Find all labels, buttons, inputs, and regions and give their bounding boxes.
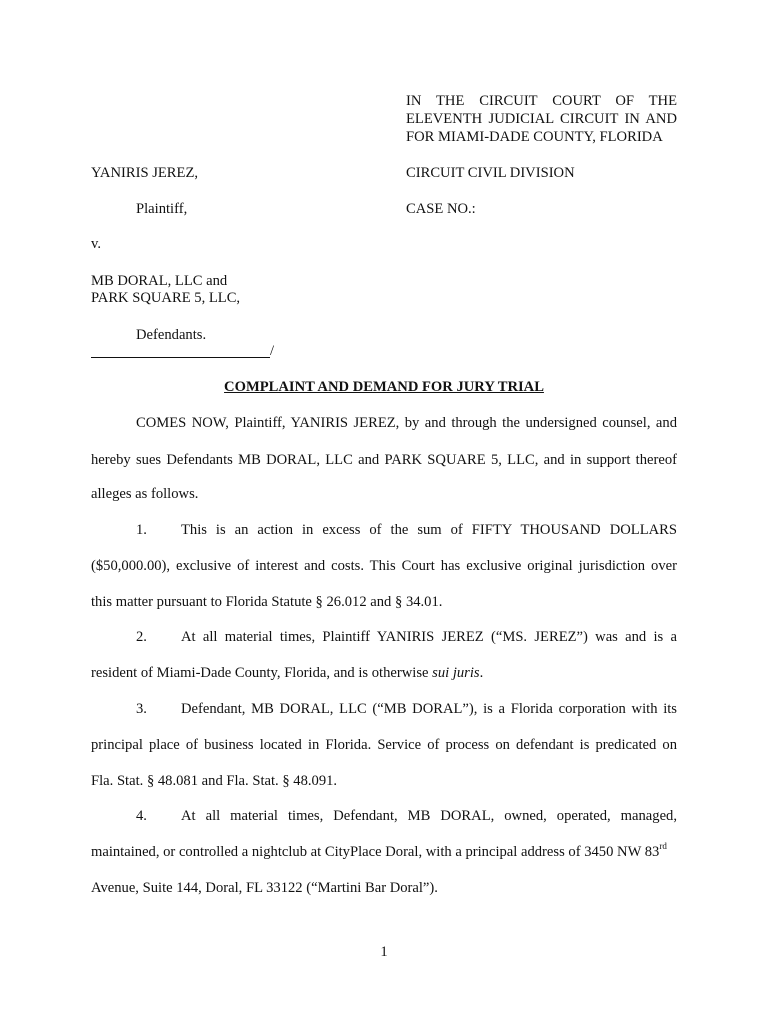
court-heading-line-2: ELEVENTH JUDICIAL CIRCUIT IN AND [406, 111, 677, 127]
paragraph-3-line-3: Fla. Stat. § 48.081 and Fla. Stat. § 48.091. [91, 773, 338, 789]
latin-term: sui juris [432, 665, 480, 681]
paragraph-number-3: 3. [136, 701, 147, 717]
plaintiff-role: Plaintiff, [136, 201, 188, 217]
paragraph-4-line-2 [91, 841, 667, 861]
page-number: 1 [380, 944, 388, 960]
paragraph-3-line-2: principal place of business located in Florida. Service of process on defendant is predicated on [91, 737, 677, 753]
caption-slash: / [270, 343, 275, 359]
paragraph-4-line-3: Avenue, Suite 144, Doral, FL 33122 (“Martini Bar Doral”). [91, 880, 438, 896]
defendant-name-1: MB DORAL, LLC and [91, 273, 228, 289]
intro-line-3: alleges as follows. [91, 486, 199, 502]
paragraph-2-line-1: At all material times, Plaintiff YANIRIS JEREZ (“MS. JEREZ”) was and is a [181, 629, 677, 645]
caption-underline [91, 343, 270, 358]
paragraph-1-line-3: this matter pursuant to Florida Statute § 26.012 and § 34.01. [91, 594, 443, 610]
caption-rule [91, 343, 274, 359]
defendant-name-2: PARK SQUARE 5, LLC, [91, 290, 241, 306]
paragraph-4-line-1: At all material times, Defendant, MB DORAL, owned, operated, managed, [181, 808, 677, 824]
paragraph-2-line-2 [91, 665, 483, 682]
ordinal-suffix: rd [659, 841, 667, 851]
paragraph-number-2: 2. [136, 629, 147, 645]
paragraph-4-line-2-text: maintained, or controlled a nightclub at CityPlace Doral, with a principal address of 3450 NW 83 [91, 844, 660, 860]
paragraph-1-line-2: ($50,000.00), exclusive of interest and costs. This Court has exclusive original jurisdiction over [91, 558, 677, 574]
case-number-label: CASE NO.: [406, 201, 476, 217]
document-title: COMPLAINT AND DEMAND FOR JURY TRIAL [224, 379, 544, 395]
paragraph-2-period: . [479, 665, 484, 681]
court-heading-line-1: IN THE CIRCUIT COURT OF THE [406, 93, 677, 109]
intro-line-1: COMES NOW, Plaintiff, YANIRIS JEREZ, by and through the undersigned counsel, and [136, 415, 677, 431]
paragraph-3-line-1: Defendant, MB DORAL, LLC (“MB DORAL”), is a Florida corporation with its [181, 701, 677, 717]
defendant-role: Defendants. [136, 327, 207, 343]
court-heading-line-3: FOR MIAMI-DADE COUNTY, FLORIDA [406, 129, 663, 145]
court-division: CIRCUIT CIVIL DIVISION [406, 165, 575, 181]
paragraph-number-1: 1. [136, 522, 147, 538]
paragraph-1-line-1: This is an action in excess of the sum of FIFTY THOUSAND DOLLARS [181, 522, 677, 538]
paragraph-number-4: 4. [136, 808, 147, 824]
versus: v. [91, 236, 101, 252]
paragraph-2-line-2-text: resident of Miami-Dade County, Florida, and is otherwise [91, 665, 433, 681]
plaintiff-name: YANIRIS JEREZ, [91, 165, 199, 181]
intro-line-2: hereby sues Defendants MB DORAL, LLC and PARK SQUARE 5, LLC, and in support thereof [91, 452, 677, 468]
